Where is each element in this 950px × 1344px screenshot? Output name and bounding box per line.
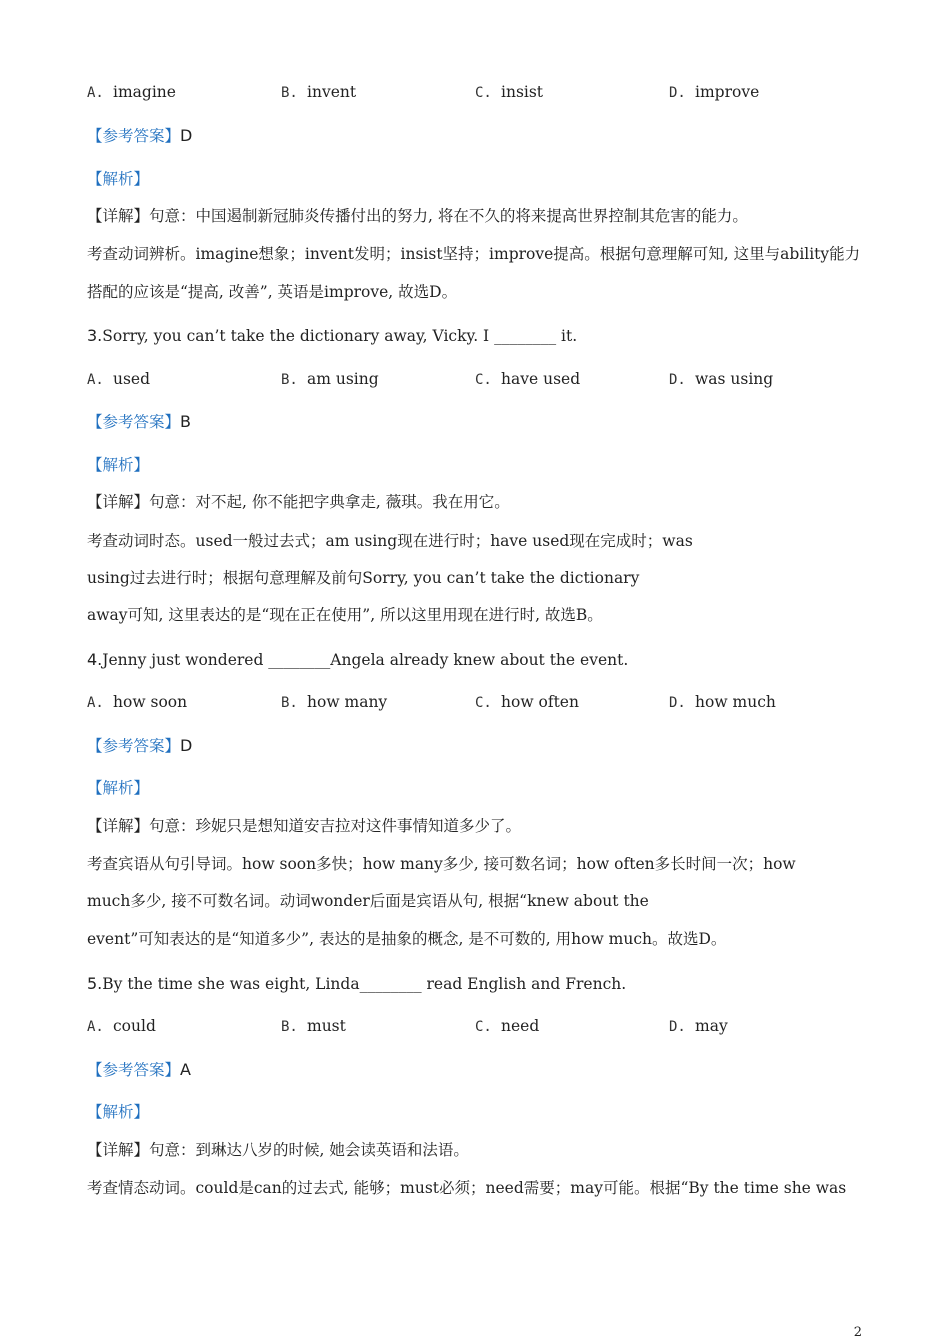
q2-explanation-line: 搭配的应该是“提高, 改善”, 英语是improve, 故选D。	[87, 283, 458, 301]
q2-option-a: A. imagine	[87, 83, 176, 101]
q4-option-d: D. how much	[669, 693, 776, 711]
q2-option-d: D. improve	[669, 83, 760, 101]
q5-options	[87, 1015, 887, 1037]
q3-options	[87, 368, 887, 390]
q5-option-a: A. could	[87, 1017, 156, 1035]
q3-option-b: B. am using	[281, 370, 379, 388]
q4-explanation-line: 考查宾语从句引导词。how soon多快；how many多少, 接可数名词；how often多长时间一次；how	[87, 855, 796, 873]
q3-option-a: A. used	[87, 370, 151, 388]
q5-analysis-label: 【解析】	[87, 1103, 150, 1121]
q4-option-c: C. how often	[475, 693, 579, 711]
q5-option-b: B. must	[281, 1017, 346, 1035]
q2-option-c: C. insist	[475, 83, 544, 101]
q4-analysis-label: 【解析】	[87, 779, 150, 797]
q5-option-c: C. need	[475, 1017, 540, 1035]
q2-option-b: B. invent	[281, 83, 357, 101]
q2-answer: 【参考答案】D	[87, 126, 193, 145]
q3-explanation-line: away可知, 这里表达的是“现在正在使用”, 所以这里用现在进行时, 故选B。	[87, 606, 603, 624]
q4-explanation-line: event”可知表达的是“知道多少”, 表达的是抽象的概念, 是不可数的, 用how much。故选D。	[87, 930, 727, 948]
page-number: 2	[853, 1325, 862, 1340]
q5-stem: 5.By the time she was eight, Linda________ read English and French.	[87, 974, 627, 993]
q4-option-a: A. how soon	[87, 693, 188, 711]
q4-option-b: B. how many	[281, 693, 388, 711]
q5-option-d: D. may	[669, 1017, 728, 1035]
q4-explanation-line: much多少, 接不可数名词。动词wonder后面是宾语从句, 根据“knew about the	[87, 892, 649, 910]
q3-detail: 【详解】句意：对不起, 你不能把字典拿走, 薇琪。我在用它。	[87, 493, 510, 511]
q3-explanation-line: using过去进行时；根据句意理解及前句Sorry, you can’t take the dictionary	[87, 569, 640, 587]
q2-detail: 【详解】句意：中国遏制新冠肺炎传播付出的努力, 将在不久的将来提高世界控制其危害的能力。	[87, 207, 748, 225]
q3-analysis-label: 【解析】	[87, 456, 150, 474]
q3-explanation-line: 考查动词时态。used一般过去式；am using现在进行时；have used现在完成时；was	[87, 532, 693, 550]
q3-stem: 3.Sorry, you can’t take the dictionary away, Vicky. I ________ it.	[87, 326, 578, 345]
q5-explanation-line: 考查情态动词。could是can的过去式, 能够；must必须；need需要；may可能。根据“By the time she was	[87, 1179, 847, 1197]
q5-answer: 【参考答案】A	[87, 1060, 191, 1079]
q2-options	[87, 81, 887, 103]
q2-analysis-label: 【解析】	[87, 170, 150, 188]
q3-answer: 【参考答案】B	[87, 412, 191, 431]
q5-detail: 【详解】句意：到琳达八岁的时候, 她会读英语和法语。	[87, 1141, 469, 1159]
q4-options	[87, 691, 887, 713]
q3-option-d: D. was using	[669, 370, 774, 388]
q4-answer: 【参考答案】D	[87, 736, 193, 755]
q4-stem: 4.Jenny just wondered ________Angela already knew about the event.	[87, 650, 629, 669]
q2-explanation-line: 考查动词辨析。imagine想象；invent发明；insist坚持；improve提高。根据句意理解可知, 这里与ability能力	[87, 245, 861, 263]
q4-detail: 【详解】句意：珍妮只是想知道安吉拉对这件事情知道多少了。	[87, 817, 522, 835]
q3-option-c: C. have used	[475, 370, 581, 388]
